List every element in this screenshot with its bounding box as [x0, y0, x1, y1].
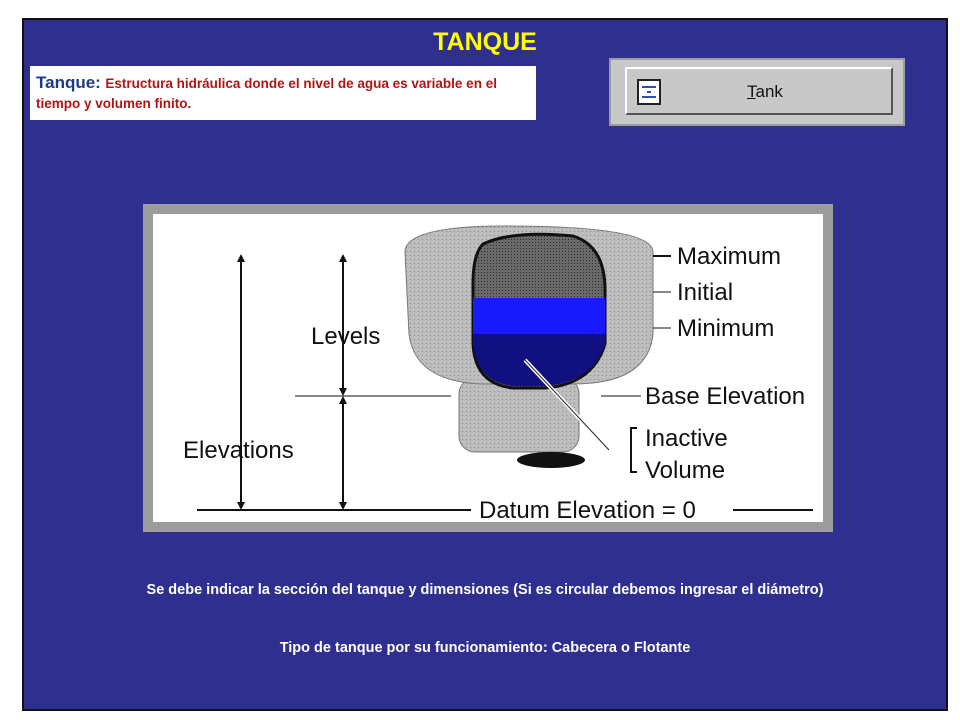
inactive-bracket	[631, 428, 637, 472]
note-tank-type: Tipo de tanque por su funcionamiento: Cabecera o Flotante	[279, 640, 691, 656]
label-base-elevation: Base Elevation	[645, 383, 806, 410]
slide	[22, 18, 948, 711]
label-volume: Volume	[645, 457, 726, 484]
definition-term: Tanque:	[36, 73, 101, 92]
tank-button[interactable]	[625, 67, 893, 115]
label-elevations: Elevations	[183, 437, 294, 464]
tank-icon	[637, 79, 661, 105]
label-initial: Initial	[677, 279, 734, 306]
tank-button-label	[747, 82, 783, 102]
label-datum: Datum Elevation = 0	[479, 497, 696, 522]
label-levels: Levels	[311, 323, 381, 350]
outlet-pipe	[517, 452, 585, 468]
definition-box	[30, 66, 536, 120]
tank-diagram-frame	[143, 204, 833, 532]
definition-text: Estructura hidráulica donde el nivel de agua es variable en el tiempo y volumen finito.	[36, 76, 497, 111]
note-section-dimensions: Se debe indicar la sección del tanque y dimensiones (Si es circular debemos ingresar el diámetro)	[146, 582, 824, 598]
slide-title: TANQUE	[433, 28, 537, 56]
tank-toolbar-panel	[609, 58, 905, 126]
tank-button-accelerator: T	[747, 82, 756, 101]
label-maximum: Maximum	[677, 243, 782, 270]
label-minimum: Minimum	[677, 315, 775, 342]
label-inactive: Inactive	[645, 425, 728, 452]
tank-button-label-rest: ank	[755, 82, 783, 101]
tank-diagram-svg	[153, 214, 823, 522]
water-upper	[473, 298, 605, 334]
tank-diagram	[153, 214, 823, 522]
